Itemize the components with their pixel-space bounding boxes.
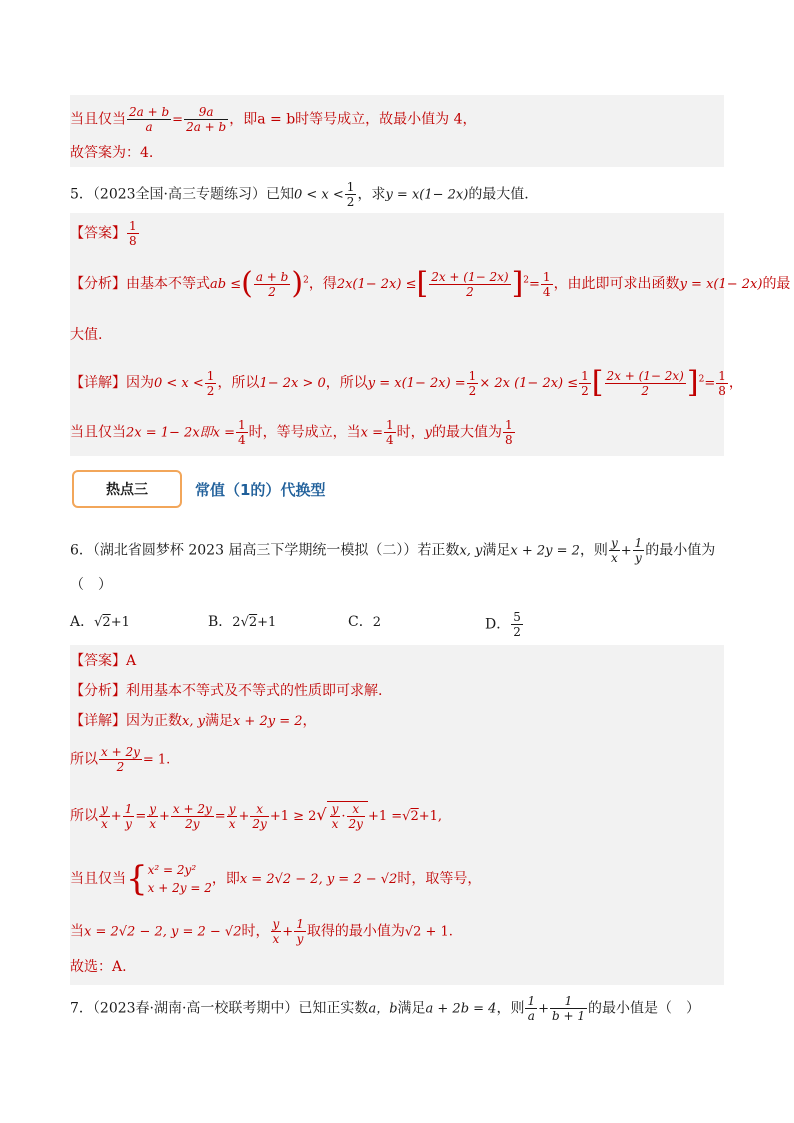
fraction: $\frac{1}{4}$ — [238, 418, 246, 447]
prev-solution-block — [70, 95, 724, 167]
q6-option-b: B．2√2+1 — [208, 614, 277, 630]
fraction: $\frac{1}{b + 1}$ — [552, 994, 585, 1023]
q6-option-d: D． $\frac{5}{2}$ — [485, 610, 521, 639]
fraction: $\frac{1}{y}$ — [634, 536, 643, 565]
q6-line4: 当x = 2√2 − 2, y = 2 − √2时， $\frac{y}{x}$ + $\frac{1}{y}$ 取得的最小值为√2 + 1. — [70, 917, 453, 946]
fraction: $\frac{1}{8}$ — [718, 368, 726, 398]
q5-analysis-cont: 大值. — [70, 327, 103, 343]
fraction: $\frac{a + b}{2}$ — [255, 269, 289, 299]
fraction: $\frac{1}{8}$ — [129, 219, 137, 248]
fraction: $\frac{1}{4}$ — [386, 418, 394, 447]
q6-stem-line: 6．（湖北省圆梦杯 2023 届高三下学期统一模拟（二））若正数x, y满足x + 2y = 2，则 $\frac{y}{x}$ + $\frac{1}{y}$ 的最小值为 — [70, 536, 716, 565]
fraction: $\frac{1}{2}$ — [206, 368, 215, 398]
q6-option-c: C．2 — [348, 614, 381, 630]
q5-stem-line: 5．（2023全国·高三专题练习）已知0 < x < $\frac{1}{2}$ ，求y = x(1− 2x)的最大值. — [70, 180, 529, 209]
q6-answer: 【答案】A — [70, 653, 137, 669]
prev-answer-line: 故答案为：4. — [70, 145, 154, 161]
section-tag: 热点三 — [72, 470, 182, 508]
q6-detail: 【详解】因为正数x, y满足x + 2y = 2， — [70, 713, 317, 729]
q6-line1: 所以 $\frac{x + 2y}{2}$ = 1. — [70, 745, 171, 774]
q5-detail: 【详解】因为0 < x < $\frac{1}{2}$ ，所以1− 2x > 0，所以y = x(1− 2x) = $\frac{1}{2}$ × 2x (1− 2x) ≤ $\frac{1}{2}$ [ $\frac{2x + (1- 2x)}{2}$ ]$^2$= $\frac{1}{8}$ ， — [70, 365, 743, 400]
q5-stem — [70, 172, 724, 212]
fraction: $\frac{1}{2}$ — [468, 368, 477, 398]
fraction: $\frac{2a + b}{a}$ — [129, 105, 170, 134]
text: 当且仅当 — [70, 111, 126, 128]
fraction: $\frac{1}{4}$ — [542, 269, 551, 299]
section-title: 常值（1的）代换型 — [195, 481, 326, 499]
fraction: $\frac{9a}{2a + b}$ — [186, 105, 227, 134]
q6-paren: （ ） — [70, 577, 112, 593]
q7-stem-line: 7．（2023春·湖南·高一校联考期中）已知正实数a，b满足a + 2b = 4，则 $\frac{1}{a}$ + $\frac{1}{b + 1}$ 的最小值是（ ） — [70, 994, 700, 1023]
fraction: $\frac{2x + (1- 2x)}{2}$ — [431, 269, 509, 299]
fraction: $\frac{1}{a}$ — [527, 994, 536, 1023]
q5-equality: 当且仅当2x = 1− 2x即x = $\frac{1}{4}$ 时，等号成立，当x = $\frac{1}{4}$ 时，y的最大值为 $\frac{1}{8}$ — [70, 418, 513, 447]
q5-solution-block — [70, 213, 791, 456]
fraction: $\frac{1}{2}$ — [346, 180, 355, 209]
q6-analysis: 【分析】利用基本不等式及不等式的性质即可求解. — [70, 683, 383, 699]
equals: = — [172, 112, 184, 128]
fraction: $\frac{1}{8}$ — [505, 418, 513, 447]
q5-answer: 【答案】 $\frac{1}{8}$ — [70, 219, 137, 248]
prev-equality-line — [70, 105, 477, 134]
fraction: $\frac{5}{2}$ — [513, 610, 521, 639]
q7-stem — [70, 988, 724, 1028]
q6-line3: 当且仅当{ x² = 2y² x + 2y = 2 ，即x = 2√2 − 2, y = 2 − √2时，取等号， — [70, 859, 482, 899]
text: ，即a = b时等号成立，故最小值为 4， — [229, 111, 477, 128]
fraction: $\frac{1}{2}$ — [581, 368, 589, 398]
q6-stem — [70, 530, 724, 640]
q5-analysis: 【分析】由基本不等式ab ≤( $\frac{a + b}{2}$ )$^2$，得2x(1− 2x) ≤[ $\frac{2x + (1- 2x)}{2}$ ]$^2$= $\frac{1}{4}$ ，由此即可求出函数y = x(1− 2x)的最 — [70, 266, 791, 301]
fraction: $\frac{x + 2y}{2}$ — [101, 745, 140, 774]
q6-line2: 所以 $\frac{y}{x}$ + $\frac{1}{y}$ = $\frac{y}{x}$ + $\frac{x + 2y}{2y}$ = $\frac{y}{x}$ + $\frac{x}{2y}$ +1 ≥ 2√ $\frac{y}{x}$ · $\frac{x}{2y}$ +1 =√2+1, — [70, 801, 443, 831]
fraction: $\frac{2x + (1- 2x)}{2}$ — [606, 368, 684, 398]
q6-solution-block — [70, 645, 724, 985]
q6-option-a: A．√2+1 — [70, 614, 130, 630]
fraction: $\frac{y}{x}$ — [610, 536, 618, 565]
q6-select: 故选：A. — [70, 959, 127, 975]
